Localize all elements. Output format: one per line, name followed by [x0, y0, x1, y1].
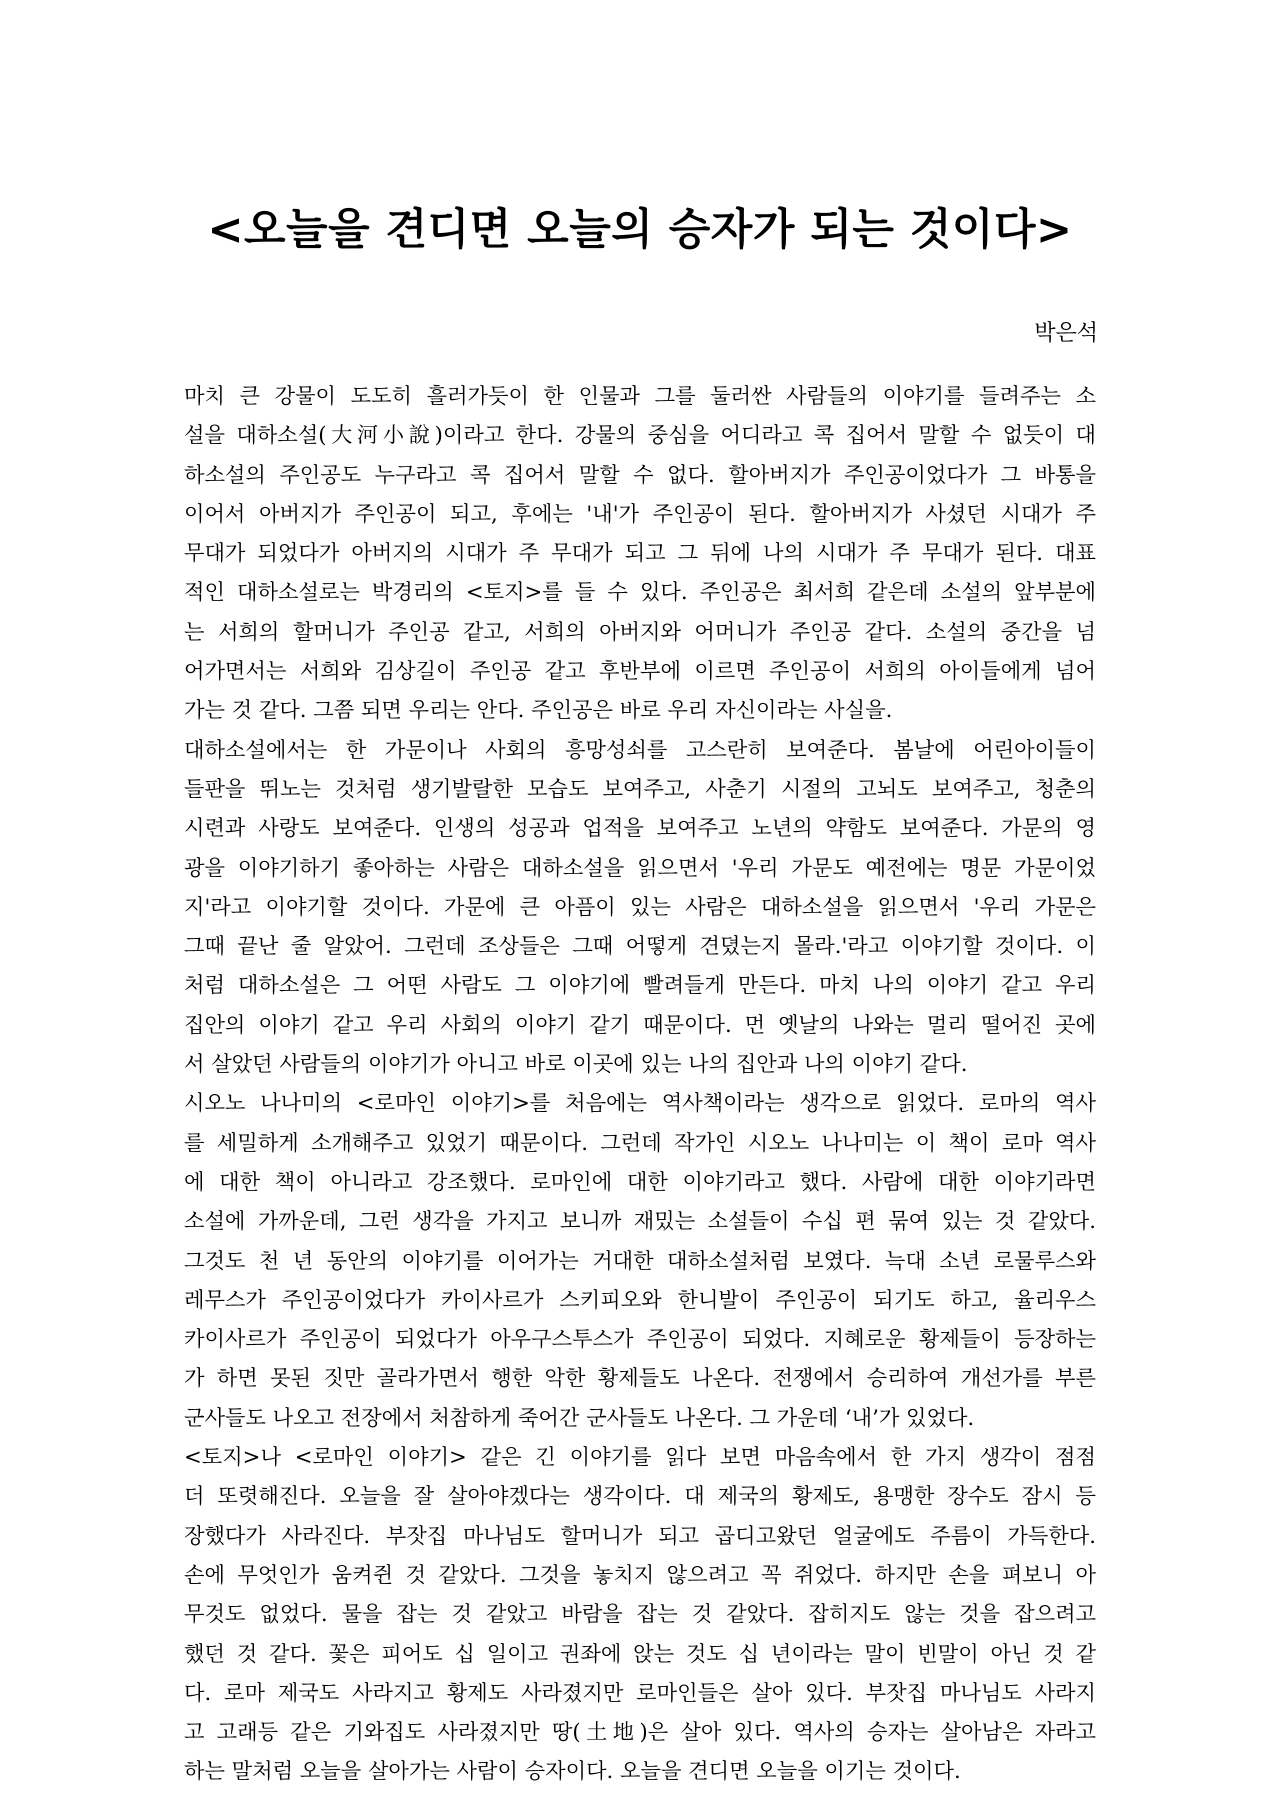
text-line: 하는 말처럼 오늘을 살아가는 사람이 승자이다. 오늘을 견디면 오늘을 이기는 것이다.: [184, 1758, 961, 1784]
body-text: [184, 376, 1096, 1791]
text-line: 다. 로마 제국도 사라지고 황제도 사라졌지만 로마인들은 살아 있다. 부잣집 마나님도 사라지: [184, 1679, 1096, 1705]
text-line: 설을 대하소설(大河小說)이라고 한다. 강물의 중심을 어디라고 콕 집어서 말할 수 없듯이 대: [184, 422, 1096, 448]
text-line: 무대가 되었다가 아버지의 시대가 주 무대가 되고 그 뒤에 나의 시대가 주 무대가 된다. 대표: [184, 540, 1096, 566]
text-line: 어가면서는 서희와 김상길이 주인공 같고 후반부에 이르면 주인공이 서희의 아이들에게 넘어: [184, 658, 1096, 684]
text-line: 시련과 사랑도 보여준다. 인생의 성공과 업적을 보여주고 노년의 약함도 보여준다. 가문의 영: [184, 815, 1096, 841]
text-line: 는 서희의 할머니가 주인공 같고, 서희의 아버지와 어머니가 주인공 같다. 소설의 중간을 넘: [184, 618, 1096, 644]
text-line: 소설에 가까운데, 그런 생각을 가지고 보니까 재밌는 소설들이 수십 편 묶여 있는 것 같았다.: [184, 1208, 1096, 1234]
text-line: 무것도 없었다. 물을 잡는 것 같았고 바람을 잡는 것 같았다. 잡히지도 않는 것을 잡으려고: [184, 1601, 1096, 1627]
text-line: 더 또렷해진다. 오늘을 잘 살아야겠다는 생각이다. 대 제국의 황제도, 용맹한 장수도 잠시 등: [184, 1483, 1096, 1509]
text-line: <토지>나 <로마인 이야기> 같은 긴 이야기를 읽다 보면 마음속에서 한 가지 생각이 점점: [184, 1444, 1096, 1470]
text-line: 고 고래등 같은 기와집도 사라졌지만 땅(土地)은 살아 있다. 역사의 승자는 살아남은 자라고: [184, 1719, 1096, 1745]
text-line: 들판을 뛰노는 것처럼 생기발랄한 모습도 보여주고, 사춘기 시절의 고뇌도 보여주고, 청춘의: [184, 775, 1096, 801]
author-name: 박은석: [1034, 321, 1098, 346]
text-line: 했던 것 같다. 꽃은 피어도 십 일이고 권좌에 앉는 것도 십 년이라는 말이 빈말이 아닌 것 같: [184, 1640, 1096, 1666]
text-line: 카이사르가 주인공이 되었다가 아우구스투스가 주인공이 되었다. 지혜로운 황제들이 등장하는: [184, 1326, 1096, 1352]
text-line: 지'라고 이야기할 것이다. 가문에 큰 아픔이 있는 사람은 대하소설을 읽으면서 '우리 가문은: [184, 893, 1096, 919]
text-line: 가 하면 못된 짓만 골라가면서 행한 악한 황제들도 나온다. 전쟁에서 승리하여 개선가를 부른: [184, 1365, 1096, 1391]
text-line: 시오노 나나미의 <로마인 이야기>를 처음에는 역사책이라는 생각으로 읽었다. 로마의 역사: [184, 1090, 1096, 1116]
text-line: 그것도 천 년 동안의 이야기를 이어가는 거대한 대하소설처럼 보였다. 늑대 소년 로물루스와: [184, 1247, 1096, 1273]
text-line: 하소설의 주인공도 누구라고 콕 집어서 말할 수 없다. 할아버지가 주인공이었다가 그 바통을: [184, 461, 1096, 487]
text-line: 이어서 아버지가 주인공이 되고, 후에는 '내'가 주인공이 된다. 할아버지가 사셨던 시대가 주: [184, 500, 1096, 526]
text-line: 레무스가 주인공이었다가 카이사르가 스키피오와 한니발이 주인공이 되기도 하고, 율리우스: [184, 1286, 1096, 1312]
text-line: 에 대한 책이 아니라고 강조했다. 로마인에 대한 이야기라고 했다. 사람에 대한 이야기라면: [184, 1168, 1096, 1194]
text-line: 처럼 대하소설은 그 어떤 사람도 그 이야기에 빨려들게 만든다. 마치 나의 이야기 같고 우리: [184, 972, 1096, 998]
text-line: 대하소설에서는 한 가문이나 사회의 흥망성쇠를 고스란히 보여준다. 봄날에 어린아이들이: [184, 736, 1096, 762]
text-line: 적인 대하소설로는 박경리의 <토지>를 들 수 있다. 주인공은 최서희 같은데 소설의 앞부분에: [184, 579, 1096, 605]
text-line: 장했다가 사라진다. 부잣집 마나님도 할머니가 되고 곱디고왔던 얼굴에도 주름이 가득한다.: [184, 1522, 1096, 1548]
text-line: 광을 이야기하기 좋아하는 사람은 대하소설을 읽으면서 '우리 가문도 예전에는 명문 가문이었: [184, 854, 1096, 880]
text-line: 가는 것 같다. 그쯤 되면 우리는 안다. 주인공은 바로 우리 자신이라는 사실을.: [184, 697, 893, 723]
text-line: 서 살았던 사람들의 이야기가 아니고 바로 이곳에 있는 나의 집안과 나의 이야기 같다.: [184, 1051, 968, 1077]
text-line: 손에 무엇인가 움켜쥔 것 같았다. 그것을 놓치지 않으려고 꼭 쥐었다. 하지만 손을 펴보니 아: [184, 1561, 1096, 1587]
text-line: 집안의 이야기 같고 우리 사회의 이야기 같기 때문이다. 먼 옛날의 나와는 멀리 떨어진 곳에: [184, 1011, 1096, 1037]
text-line: 그때 끝난 줄 알았어. 그런데 조상들은 그때 어떻게 견뎠는지 몰라.'라고 이야기할 것이다. 이: [184, 933, 1096, 959]
document-title: <오늘을 견디면 오늘의 승자가 되는 것이다>: [207, 205, 1073, 255]
text-line: 마치 큰 강물이 도도히 흘러가듯이 한 인물과 그를 둘러싼 사람들의 이야기를 들려주는 소: [184, 383, 1096, 408]
text-line: 를 세밀하게 소개해주고 있었기 때문이다. 그런데 작가인 시오노 나나미는 이 책이 로마 역사: [184, 1129, 1096, 1155]
text-line: 군사들도 나오고 전장에서 처참하게 죽어간 군사들도 나온다. 그 가운데 ‘내’가 있었다.: [184, 1404, 975, 1430]
